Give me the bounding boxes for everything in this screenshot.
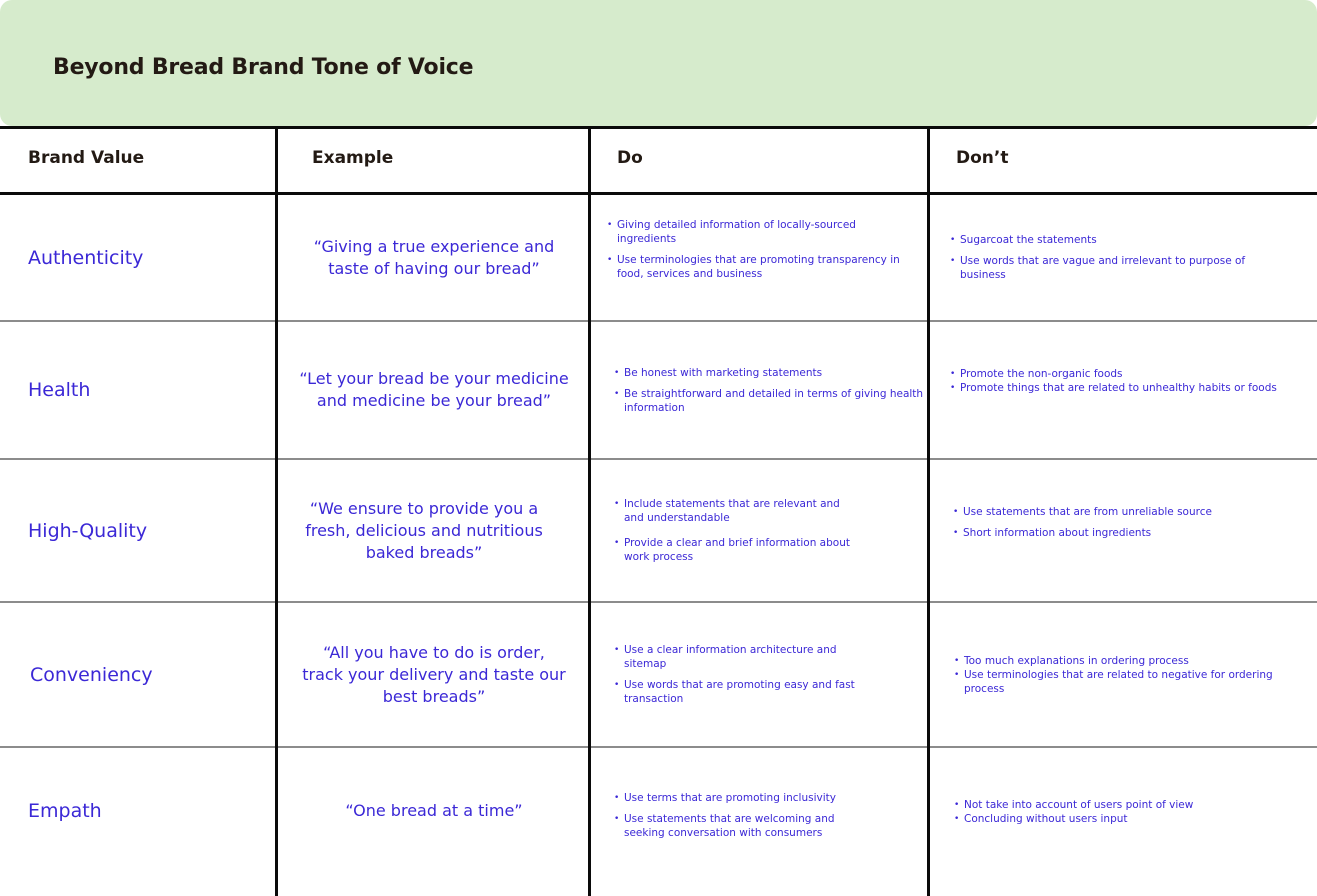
do-item: • Use words that are promoting easy and fast transaction	[614, 678, 859, 706]
brand-value-cell: Conveniency	[30, 663, 153, 686]
do-list	[614, 460, 854, 601]
do-list	[614, 741, 854, 889]
do-item: • Provide a clear and brief information about work process	[614, 536, 854, 564]
dont-item: • Promote things that are related to unhealthy habits or foods	[950, 381, 1290, 395]
example-cell: “We ensure to provide you a fresh, delicious and nutritious baked breads”	[305, 498, 543, 562]
dont-list	[954, 603, 1274, 746]
example-cell: “All you have to do is order, track your delivery and taste our best breads”	[302, 642, 566, 706]
do-item: • Be honest with marketing statements	[614, 366, 924, 380]
column-header-dont: Don’t	[956, 148, 1009, 168]
do-item: • Be straightforward and detailed in terms of giving health information	[614, 387, 924, 415]
dont-item: • Sugarcoat the statements	[950, 233, 1290, 247]
page-title: Beyond Bread Brand Tone of Voice	[53, 55, 474, 80]
brand-value-cell: Health	[28, 379, 91, 401]
column-header-brand-value: Brand Value	[28, 148, 145, 168]
column-header-do: Do	[617, 148, 643, 168]
do-item: • Giving detailed information of locally-sourced ingredients	[607, 218, 917, 246]
dont-item: • Use statements that are from unreliable source	[953, 505, 1293, 519]
dont-item: • Concluding without users input	[954, 812, 1294, 826]
do-item: • Use terms that are promoting inclusivity	[614, 791, 854, 805]
table-row-health	[0, 322, 1317, 458]
table-row-authenticity	[0, 195, 1317, 320]
do-list	[614, 322, 924, 458]
dont-list	[950, 313, 1290, 449]
do-item: • Use statements that are welcoming and seeking conversation with consumers	[614, 812, 854, 840]
dont-list	[950, 195, 1290, 320]
dont-item: • Short information about ingredients	[953, 526, 1293, 540]
dont-item: • Not take into account of users point of view	[954, 798, 1294, 812]
dont-list	[954, 738, 1294, 886]
do-item: • Include statements that are relevant and and understandable	[614, 497, 854, 525]
title-banner	[0, 0, 1317, 126]
do-list	[607, 187, 917, 312]
example-cell: “One bread at a time”	[345, 801, 523, 820]
dont-list	[953, 452, 1293, 593]
example-cell: “Giving a true experience and taste of having our bread”	[313, 236, 555, 278]
dont-item: • Use words that are vague and irrelevant to purpose of business	[950, 254, 1290, 282]
brand-value-cell: Authenticity	[28, 246, 144, 269]
table-row-empath	[0, 748, 1317, 896]
do-item: • Use a clear information architecture and sitemap	[614, 643, 859, 671]
do-item: • Use terminologies that are promoting transparency in food, services and business	[607, 253, 917, 281]
table-row-high-quality	[0, 460, 1317, 601]
example-cell: “Let your bread be your medicine and medicine be your bread”	[299, 369, 569, 410]
dont-item: • Promote the non-organic foods	[950, 367, 1290, 381]
brand-value-cell: High-Quality	[28, 519, 148, 542]
dont-item: • Use terminologies that are related to negative for ordering process	[954, 668, 1274, 696]
table-top-border	[0, 126, 1317, 129]
dont-item: • Too much explanations in ordering process	[954, 654, 1274, 668]
column-header-example: Example	[312, 148, 394, 168]
brand-value-cell: Empath	[28, 800, 102, 822]
table-row-conveniency	[0, 603, 1317, 746]
do-list	[614, 603, 859, 746]
